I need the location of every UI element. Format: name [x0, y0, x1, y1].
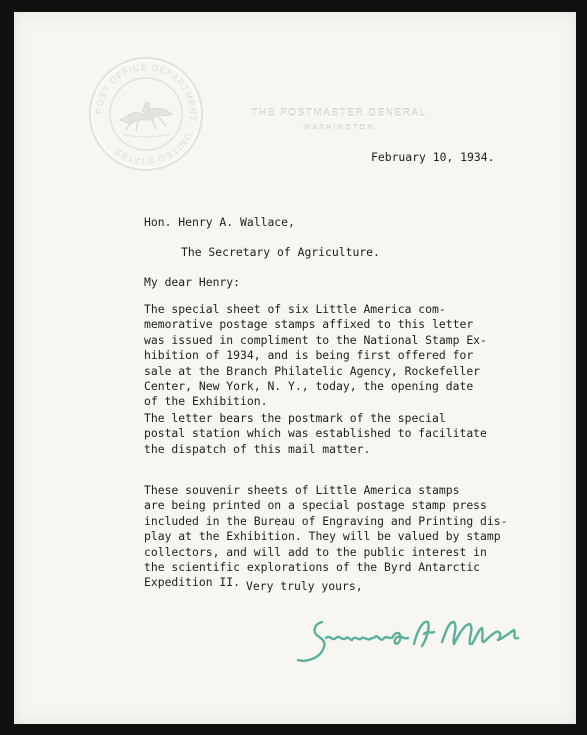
letter-page [14, 12, 576, 724]
recipient-name: Hon. Henry A. Wallace, [144, 215, 295, 229]
paragraph-1 [144, 302, 544, 410]
paragraph-line: was issued in compliment to the National Stamp Ex- [144, 332, 487, 347]
paragraph-line: Expedition II. [144, 575, 241, 590]
paragraph-line: are being printed on a special postage stamp press [144, 498, 487, 513]
paragraph-line: collectors, and will add to the public interest in [144, 544, 487, 559]
paragraph-line: The letter bears the postmark of the special [144, 411, 446, 425]
paragraph-3 [144, 483, 544, 591]
paragraph-line: These souvenir sheets of Little America stamps [144, 483, 460, 497]
paragraph-line: postal station which was established to facilitate [144, 426, 487, 441]
greeting: My dear Henry: [144, 275, 241, 289]
paragraph-line: hibition of 1934, and is being first offered for [144, 348, 474, 363]
paragraph-line: The special sheet of six Little America com- [144, 302, 446, 316]
paragraph-2 [144, 411, 544, 457]
paragraph-line: memorative postage stamps affixed to this letter [144, 317, 474, 332]
letterhead [234, 108, 444, 132]
paragraph-line: sale at the Branch Philatelic Agency, Rockefeller [144, 363, 481, 378]
paragraph-line: of the Exhibition. [144, 394, 268, 409]
paragraph-line: the scientific explorations of the Byrd Antarctic [144, 560, 481, 575]
paragraph-line: included in the Bureau of Engraving and Printing dis- [144, 513, 508, 528]
paragraph-line: Center, New York, N. Y., today, the opening date [144, 379, 474, 394]
handwritten-signature-icon [292, 608, 547, 668]
seal-ring-text: POST OFFICE DEPARTMENT · UNITED STATES [93, 61, 199, 167]
closing: Very truly yours, [246, 579, 363, 593]
paragraph-line: play at the Exhibition. They will be valued by stamp [144, 529, 501, 544]
letterhead-title: THE POSTMASTER GENERAL [251, 108, 427, 119]
letterhead-city: WASHINGTON [303, 123, 375, 132]
post-office-department-seal-icon [86, 54, 206, 174]
letter-date: February 10, 1934. [371, 150, 495, 164]
paragraph-line: the dispatch of this mail matter. [144, 441, 371, 456]
recipient-title: The Secretary of Agriculture. [181, 245, 380, 259]
